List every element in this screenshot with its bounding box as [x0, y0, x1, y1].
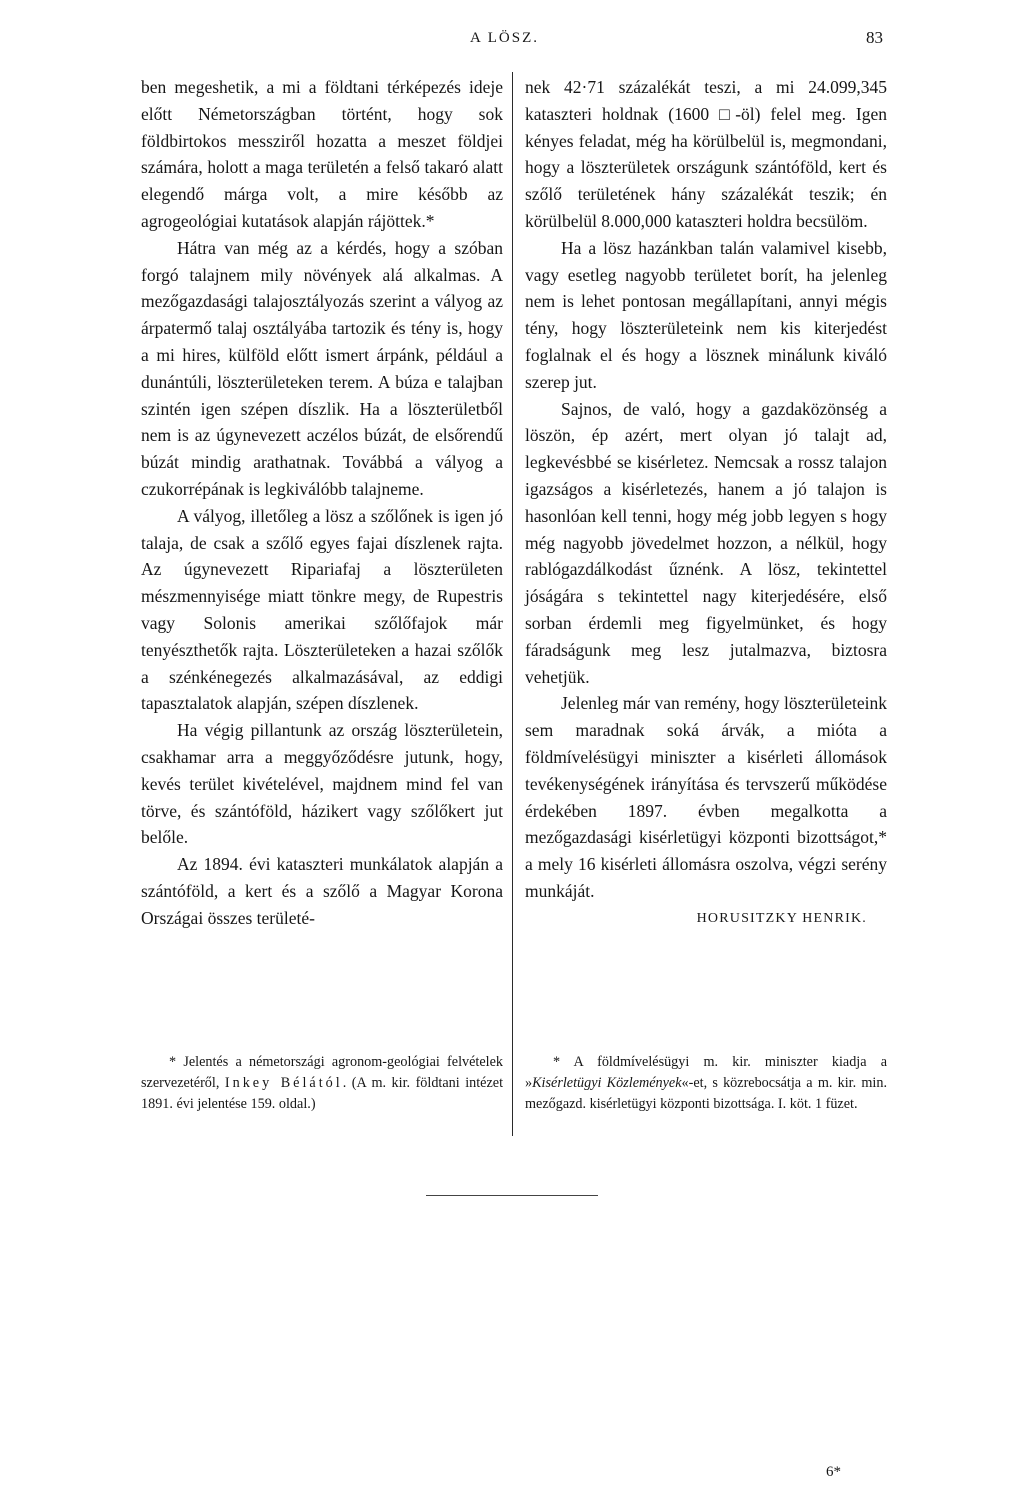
footnote-publication: Kisérletügyi Közlemények — [532, 1075, 682, 1091]
paragraph: Jelenleg már van remény, hogy löszterületeink sem maradnak soká árvák, a mióta a földmívelésügyi miniszter a kisérleti állomások tevékenységének irányítása és tervszerű működése érdekében 1897. évben megalkotta a mezőgazdasági kisérletügyi központi bizottságot,* a mely 16 kisérleti állomásra oszolva, végzi serény munkáját. — [525, 693, 887, 901]
footnote-right — [525, 1052, 887, 1115]
footnote-text: * Jelentés a németországi agronom-geológiai felvételek szervezetéről, Inkey Bélától. (A m. kir. földtani intézet 1891. évi jelentése 159. oldal.) — [141, 1054, 504, 1112]
end-rule — [426, 1195, 598, 1196]
paragraph: Az 1894. évi kataszteri munkálatok alapján a szántóföld, a kert és a szőlő a Magyar Korona Országai összes területé- — [141, 854, 503, 928]
paragraph: nek 42·71 százalékát teszi, a mi 24.099,345 kataszteri holdnak (1600 □-öl) felel meg. Igen kényes feladat, még ha körülbelül is, megmondani, hogy a löszterületek országunk szántóföld, kert és szőlő területének hány százalékát teszik; én körülbelül 8.000,000 kataszteri holdra becsülöm. — [525, 77, 887, 231]
footnote-author: Inkey Bélától — [224, 1075, 343, 1091]
paragraph: Ha végig pillantunk az ország löszterületein, csakhamar arra a meggyőződésre jutunk, hogy, kevés terület kivételével, majdnem mind fel van törve, és szántóföld, házikert vagy szőlőkert jut belőle. — [141, 720, 503, 848]
printer-signature-mark: 6* — [826, 1464, 841, 1480]
page-number: 83 — [866, 28, 883, 47]
left-column — [141, 74, 503, 932]
paragraph: Hátra van még az a kérdés, hogy a szóban forgó talajnem mily növények alá alkalmas. A mezőgazdasági talajosztályozás szerint a vályog az árpatermő talaj osztályába tartozik és tény is, hogy a mi hires, külföld előtt ismert árpánk, például a dunántúli, löszterületeken terem. A búza e talajban szintén igen szépen díszlik. Ha a löszterületből nem is az úgynevezett aczélos búzát, de elsőrendű búzát mindig arathatnak. Továbbá a vályog a czukorrépának is legkiválóbb talajneme. — [141, 237, 503, 499]
paragraph: Ha a lösz hazánkban talán valamivel kisebb, vagy esetleg nagyobb területet borít, ha jelenleg nem is lehet pontosan megállapítani, annyi mégis tény, hogy löszterületeink nem kis kiterjedést foglalnak el és hogy a lösznek minálunk kiváló szerep jut. — [525, 237, 887, 392]
column-divider — [512, 72, 513, 1136]
paragraph: Sajnos, de való, hogy a gazdaközönség a löszön, ép azért, mert olyan jó talajt ad, legkevésbbé se kisérletez. Nemcsak a rossz talajon igazságos a kisérletezés, hanem a jó talajon is hasonlóan kell tenni, hogy még jobb legyen s hogy még nagyobb jövedelmet hozzon, a nélkül, hogy rablógazdálkodást űznénk. A lösz, tekintettel jóságára s tekintettel nagy kiterjedésére, első sorban érdemli meg figyelmünket, és hogy fáradságunk meg lesz jutalmazva, biztosra vehetjük. — [525, 398, 887, 687]
author-signature: HORUSITZKY HENRIK. — [696, 910, 867, 926]
paragraph: ben megeshetik, a mi a földtani térképezés ideje előtt Németországban történt, hogy sok földbirtokos messziről hozatta a meszet földjei számára, holott a maga területén a felső takaró alatt elegendő márga volt, a mire később az agrogeológiai kutatások alapján rájöttek.* — [141, 77, 503, 231]
footnote-text: * A földmívelésügyi m. kir. miniszter kiadja a »Kisérletügyi Közlemények«-et, s közrebocsátja a m. kir. min. mezőgazd. kisérletügyi központi bizottsága. I. köt. 1 füzet. — [525, 1054, 887, 1112]
running-header: A LÖSZ. — [470, 30, 540, 46]
paragraph: A vályog, illetőleg a lösz a szőlőnek is igen jó talaja, de csak a szőlő egyes fajai díszlenek rajta. Az úgynevezett Ripariafaj a löszterületen mészmennyisége miatt tönkre megy, de Rupestris vagy Solonis amerikai szőlőfajok már tenyészthetők rajta. Löszterületeken a hazai szőlők a szénkénegezés alkalmazásával, az eddigi tapasztalatok alapján, szépen díszlenek. — [141, 505, 503, 714]
right-column — [525, 74, 887, 927]
footnote-left — [141, 1052, 503, 1115]
